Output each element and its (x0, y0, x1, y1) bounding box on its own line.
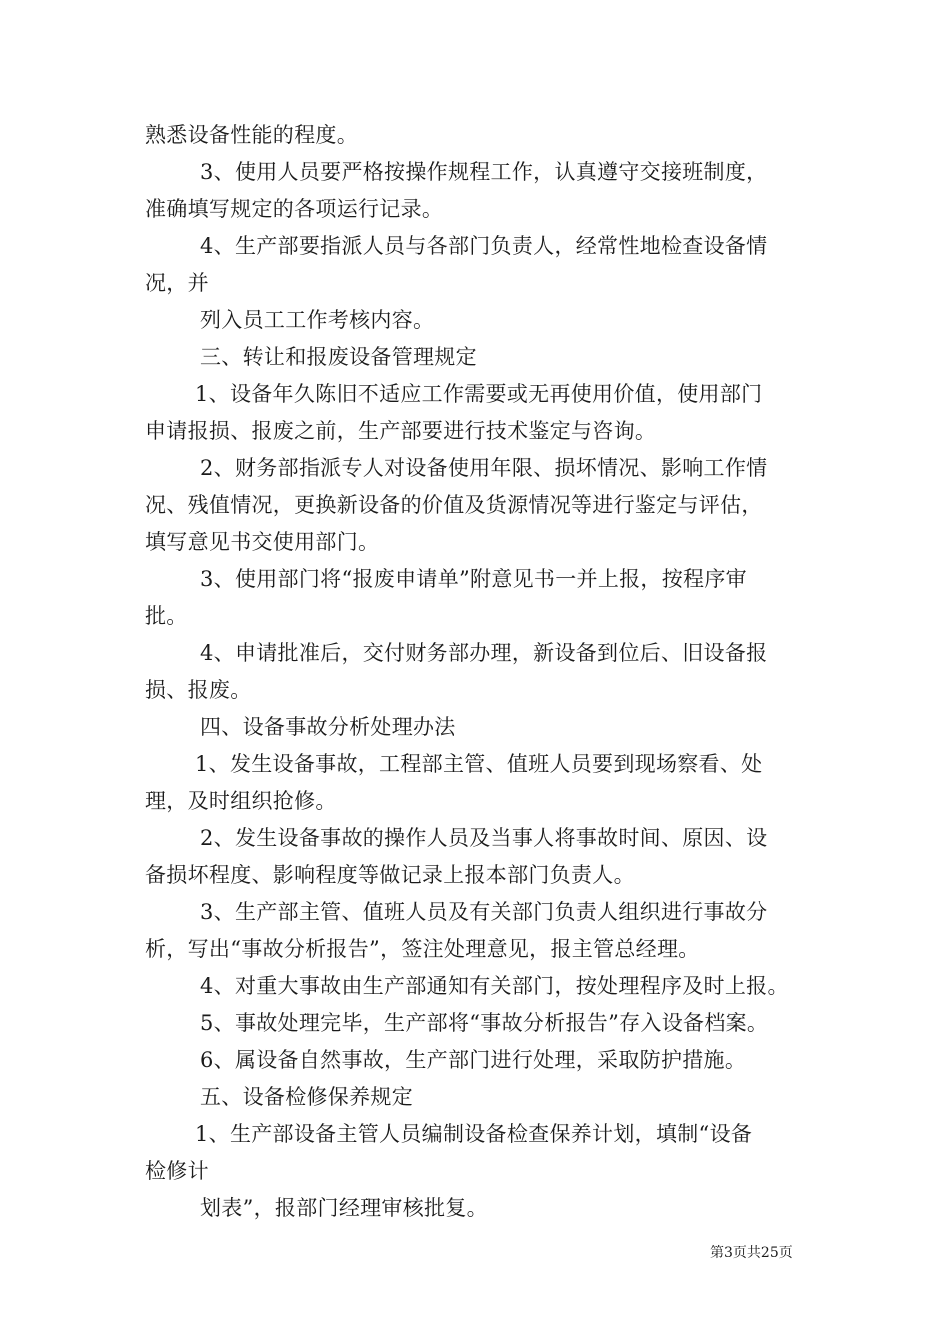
text-line: 损、报废。 (145, 678, 252, 702)
text-line: 填写意见书交使用部门。 (145, 530, 380, 554)
text-line: 熟悉设备性能的程度。 (145, 123, 358, 147)
text-line: 批。 (145, 604, 188, 628)
text-line: 2、发生设备事故的操作人员及当事人将事故时间、原因、设 (200, 826, 768, 850)
text-line: 列入员工工作考核内容。 (200, 308, 435, 332)
text-line: 况，并 (145, 271, 209, 295)
text-line: 备损坏程度、影响程度等做记录上报本部门负责人。 (145, 863, 635, 887)
text-line: 申请报损、报废之前，生产部要进行技术鉴定与咨询。 (145, 419, 657, 443)
text-line: 2、财务部指派专人对设备使用年限、损坏情况、影响工作情 (200, 456, 768, 480)
text-line: 划表”，报部门经理审核批复。 (200, 1196, 488, 1220)
text-line: 1、发生设备事故，工程部主管、值班人员要到现场察看、处 (195, 752, 763, 776)
page-number-footer: 第3页共25页 (710, 1245, 793, 1261)
section-heading: 五、设备检修保养规定 (200, 1085, 413, 1109)
text-line: 1、生产部设备主管人员编制设备检查保养计划，填制“设备 (195, 1122, 753, 1146)
text-line: 理，及时组织抢修。 (145, 789, 337, 813)
text-line: 检修计 (145, 1159, 209, 1183)
section-heading: 四、设备事故分析处理办法 (200, 715, 456, 739)
section-heading: 三、转让和报废设备管理规定 (200, 345, 477, 369)
text-line: 4、申请批准后，交付财务部办理，新设备到位后、旧设备报 (200, 641, 768, 665)
text-line: 1、设备年久陈旧不适应工作需要或无再使用价值，使用部门 (195, 382, 763, 406)
text-line: 4、生产部要指派人员与各部门负责人，经常性地检查设备情 (200, 234, 768, 258)
text-line: 3、使用人员要严格按操作规程工作，认真遵守交接班制度， (200, 160, 768, 184)
text-line: 6、属设备自然事故，生产部门进行处理，采取防护措施。 (200, 1048, 747, 1072)
text-line: 4、对重大事故由生产部通知有关部门，按处理程序及时上报。 (200, 974, 789, 998)
text-line: 5、事故处理完毕，生产部将“事故分析报告”存入设备档案。 (200, 1011, 769, 1035)
text-line: 况、残值情况，更换新设备的价值及货源情况等进行鉴定与评估， (145, 493, 763, 517)
text-line: 析，写出“事故分析报告”，签注处理意见，报主管总经理。 (145, 937, 700, 961)
text-line: 准确填写规定的各项运行记录。 (145, 197, 444, 221)
text-line: 3、使用部门将“报废申请单”附意见书一并上报，按程序审 (200, 567, 747, 591)
text-line: 3、生产部主管、值班人员及有关部门负责人组织进行事故分 (200, 900, 768, 924)
